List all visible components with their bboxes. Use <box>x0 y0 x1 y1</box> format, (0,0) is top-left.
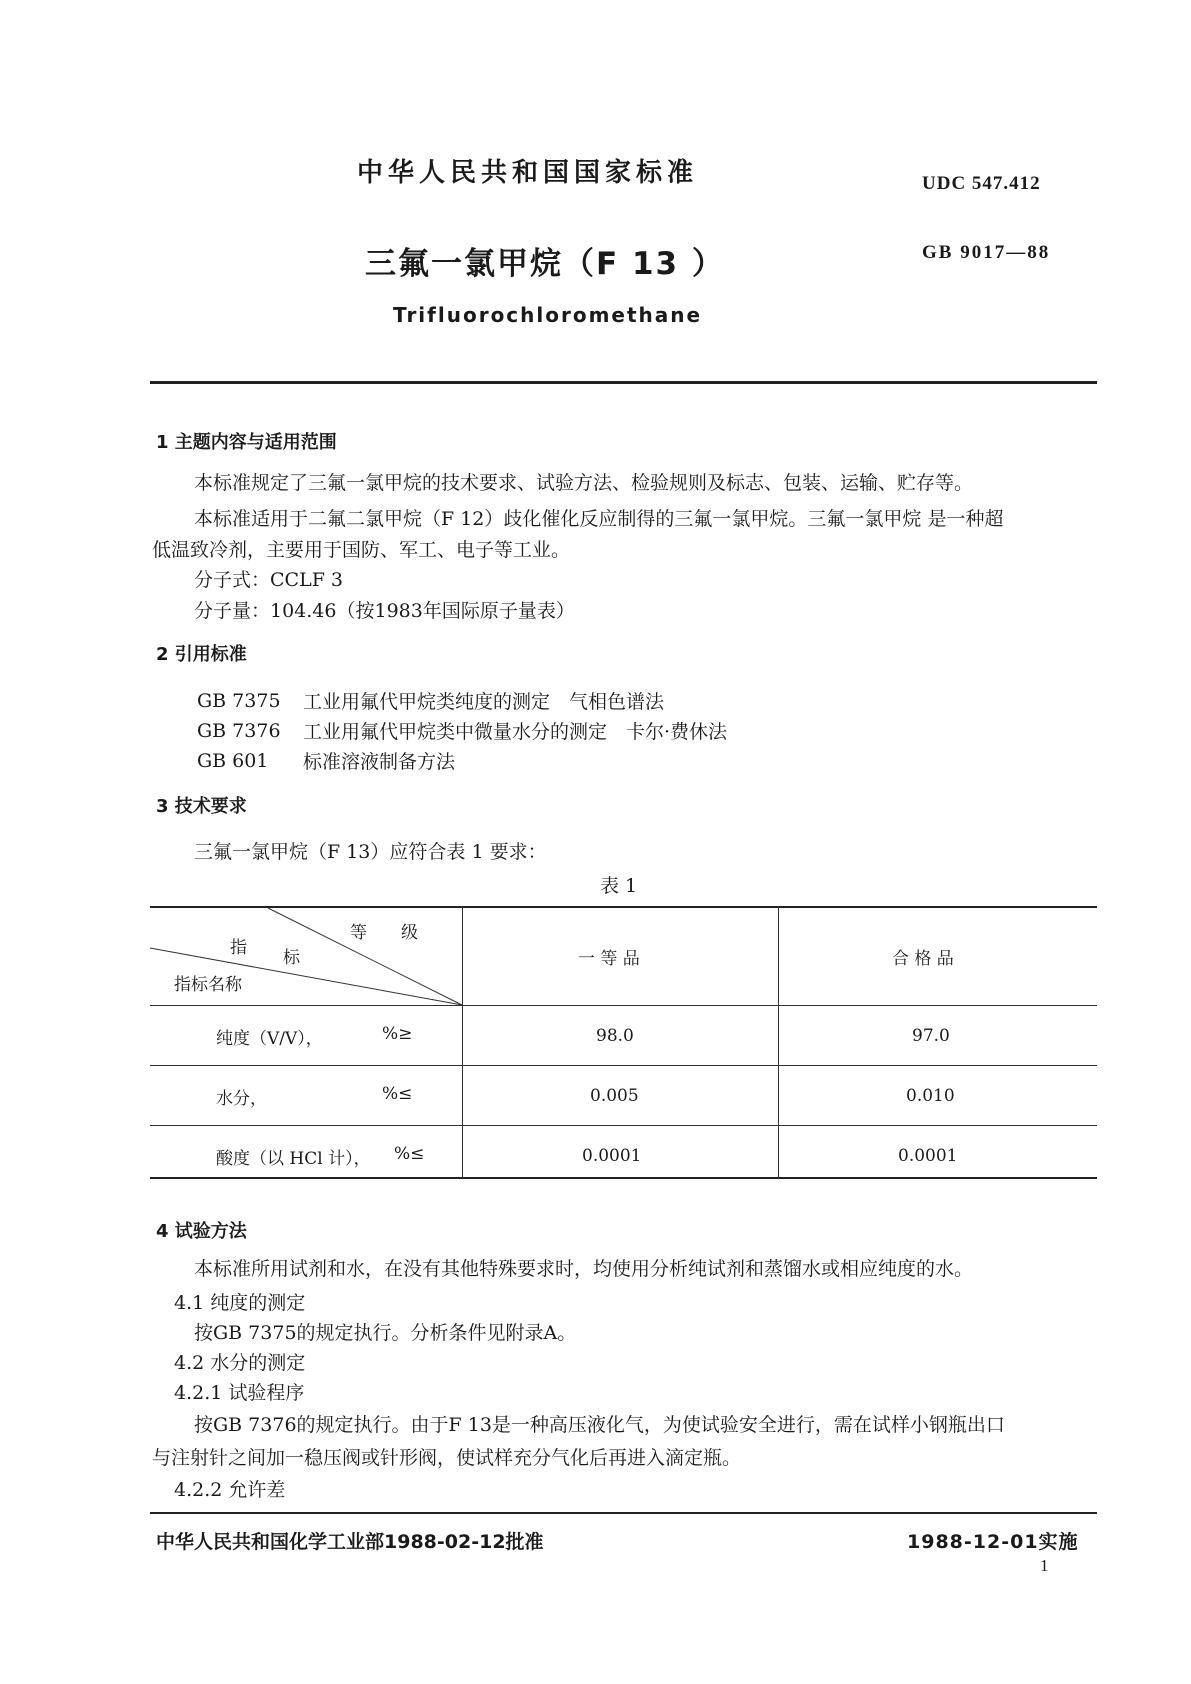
section-1-paragraph-1: 本标准规定了三氟一氯甲烷的技术要求、试验方法、检验规则及标志、包装、运输、贮存等。 <box>194 472 974 494</box>
table-caption: 表 1 <box>600 875 638 897</box>
molecular-formula: 分子式：CCLF 3 <box>194 569 344 591</box>
udc-code: UDC 547.412 <box>922 173 1041 194</box>
table-column-rule <box>778 906 779 1179</box>
row-unit: %≤ <box>382 1084 413 1104</box>
row-name-purity: 纯度（V/V）， <box>216 1029 323 1049</box>
section-1-heading: 1 主题内容与适用范围 <box>156 432 337 453</box>
table-row-rule <box>150 1065 1097 1066</box>
reference-code: GB 7375 <box>197 690 281 712</box>
section-4-1-text: 按GB 7375的规定执行。分析条件见附录A。 <box>194 1322 577 1344</box>
section-4-2-1-heading: 4.2.1 试验程序 <box>174 1382 305 1404</box>
document-title: 三氟一氯甲烷（F 13 ） <box>365 246 725 282</box>
section-3-intro: 三氟一氯甲烷（F 13）应符合表 1 要求： <box>194 841 547 863</box>
section-4-2-heading: 4.2 水分的测定 <box>174 1352 306 1374</box>
table-cell: 0.0001 <box>582 1146 642 1166</box>
table-cell: 97.0 <box>912 1026 950 1046</box>
row-name-acidity: 酸度（以 HCl 计）， <box>216 1149 371 1169</box>
section-4-2-2-heading: 4.2.2 允许差 <box>174 1479 286 1501</box>
section-1-paragraph-2-line-2: 低温致冷剂，主要用于国防、军工、电子等工业。 <box>152 539 571 561</box>
row-unit: %≥ <box>382 1024 413 1044</box>
requirements-table <box>150 906 1097 1179</box>
molecular-weight: 分子量：104.46（按1983年国际原子量表） <box>194 600 575 622</box>
english-title: Trifluorochloromethane <box>393 303 703 327</box>
page-number: 1 <box>1040 1556 1049 1575</box>
table-corner-name-label: 指标名称 <box>174 975 242 995</box>
table-corner-grade-label: 等 级 <box>350 923 418 943</box>
row-unit: %≤ <box>394 1144 425 1164</box>
table-corner-indicator-label: 指 <box>230 938 247 958</box>
row-name-moisture: 水分， <box>216 1089 267 1109</box>
footer-rule <box>150 1512 1097 1514</box>
section-4-heading: 4 试验方法 <box>156 1221 247 1242</box>
table-row-rule <box>150 1125 1097 1126</box>
table-cell: 98.0 <box>596 1026 634 1046</box>
standard-number: GB 9017—88 <box>922 242 1051 263</box>
reference-title: 工业用氟代甲烷类纯度的测定 气相色谱法 <box>303 691 665 713</box>
column-header-first-grade: 一 等 品 <box>578 949 640 969</box>
table-bottom-rule <box>150 1177 1097 1179</box>
table-cell: 0.005 <box>590 1086 639 1106</box>
section-2-heading: 2 引用标准 <box>156 644 247 665</box>
approval-line: 中华人民共和国化学工业部1988-02-12批准 <box>156 1531 544 1553</box>
reference-title: 标准溶液制备方法 <box>303 751 456 773</box>
table-corner-indicator-label: 标 <box>283 948 300 968</box>
effective-date: 1988-12-01实施 <box>907 1531 1079 1553</box>
section-1-paragraph-2-line-1: 本标准适用于二氟二氯甲烷（F 12）歧化催化反应制得的三氟一氯甲烷。三氟一氯甲烷 是一种超 <box>194 508 1004 530</box>
column-header-qualified-grade: 合 格 品 <box>892 949 954 969</box>
table-cell: 0.010 <box>906 1086 955 1106</box>
header-rule <box>150 381 1097 384</box>
section-4-intro: 本标准所用试剂和水，在没有其他特殊要求时，均使用分析纯试剂和蒸馏水或相应纯度的水。 <box>194 1258 974 1280</box>
reference-code: GB 601 <box>197 750 269 772</box>
section-4-1-heading: 4.1 纯度的测定 <box>174 1292 306 1314</box>
issuing-authority: 中华人民共和国国家标准 <box>357 158 699 188</box>
reference-code: GB 7376 <box>197 720 281 742</box>
section-3-heading: 3 技术要求 <box>156 796 247 817</box>
reference-title: 工业用氟代甲烷类中微量水分的测定 卡尔·费休法 <box>303 721 728 743</box>
section-4-2-1-text-line-1: 按GB 7376的规定执行。由于F 13是一种高压液化气，为使试验安全进行，需在试样小钢瓶出口 <box>194 1414 1005 1436</box>
table-cell: 0.0001 <box>898 1146 958 1166</box>
section-4-2-1-text-line-2: 与注射针之间加一稳压阀或针形阀，使试样充分气化后再进入滴定瓶。 <box>152 1447 742 1469</box>
